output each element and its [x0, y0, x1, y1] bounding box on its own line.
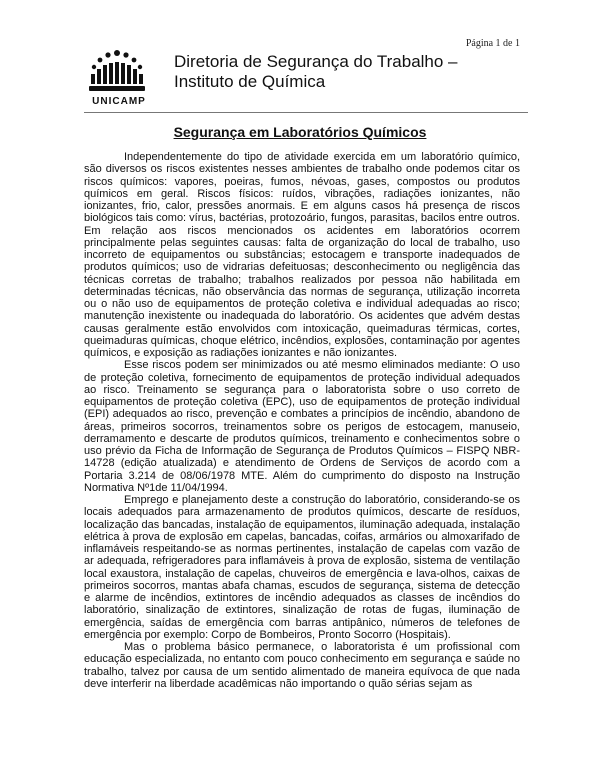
page-number: Página 1 de 1	[465, 38, 520, 49]
department-title-line-2: Instituto de Química	[174, 72, 326, 91]
unicamp-logo-icon	[86, 44, 150, 96]
paragraph-2: Esse riscos podem ser minimizados ou até mesmo eliminados mediante: O uso de proteção coletiva, fornecimento de equipamentos de proteção individual adequados ao risco. Treinamento se segurança para o laboratorista sobre o uso correto de equipamentos de proteção coletiva (EPC), uso de equipamentos de proteção individual (EPI) adequados ao risco, prevenção e combates a princípios de incêndio, abandono de áreas, primeiros socorros, treinamentos sobre os perigos de estocagem, manuseio, derramamento e descarte de produtos químicos, treinamento e conhecimentos sobre o uso prévio da Ficha de Informação de Segurança de Produtos Químicos – FISPQ NBR-14728 (edição atualizada) e atendimento de Ordens de Serviços de acordo com a Portaria 3.214 de 08/06/1978 MTE. Além do cumprimento do disposto na Instrução Normativa Nº1de 11/04/1994.	[84, 359, 520, 494]
paragraph-4: Mas o problema básico permanece, o laboratorista é um profissional com educação especializada, no entanto com pouco conhecimento em segurança e saúde no trabalho, talvez por causa de um sentido alimentado de maneira equívoca de que nada deve interferir na liberdade acadêmicas não importando o quão sérias sejam as	[84, 641, 520, 690]
document-body	[84, 151, 520, 690]
paragraph-1: Independentemente do tipo de atividade exercida em um laboratório químico, são diversos os riscos existentes nesses ambientes de trabalho onde podemos citar os riscos químicos: vapores, poeiras, fumos, névoas, gases, compostos ou produtos químicos em geral. Riscos físicos: ruídos, vibrações, radiações ionizantes, não ionizantes, frio, calor, pressões anormais. E em alguns casos há presença de riscos biológicos tais como: vírus, bactérias, protozoário, fungos, parasitas, bacilos entre outros. Em relação aos riscos mencionados os acidentes em laboratórios ocorrem principalmente pelas seguintes causas: falta de organização do local de trabalho, uso incorreto de equipamentos ou substâncias; estocagem e transporte inadequados de produtos químicos; uso de vidrarias defeituosas; desconhecimento ou negligência das técnicas corretas de trabalho; trabalhos realizados por pessoa não habilitada em determinadas técnicas, não observância das normas de segurança, utilização incorreta ou o não uso de equipamentos de proteção coletiva e individual adequadas ao risco; manutenção inexistente ou inadequada do laboratório. Os acidentes que advém destas causas geralmente estão envolvidos com intoxicação, queimaduras térmicas, cortes, queimaduras químicas, choque elétrico, incêndios, explosões, contaminação por agentes químicos, e exposição as radiações ionizantes e não ionizantes.	[84, 151, 520, 359]
unicamp-logo	[86, 44, 150, 108]
department-title	[174, 52, 458, 92]
document-header	[86, 44, 526, 114]
paragraph-3: Emprego e planejamento deste a construção do laboratório, considerando-se os locais adequados para armazenamento de produtos químicos, descarte de resíduos, localização das bancadas, instalação de equipamentos, iluminação adequada, instalação elétrica à prova de explosão em capelas, bancadas, coifas, armários ou almoxarifado de inflamáveis respeitando-se as normas pertinentes, instalação de capelas com vazão de ar adequada, refrigeradores para inflamáveis à prova de explosão, sistema de ventilação local exaustora, instalação de capelas, chuveiros de emergência e lava-olhos, caixas de primeiros socorros, mantas abafa chamas, escudos de segurança, sistema de detecção e alarme de incêndios, extintores de incêndio adequados as classes de incêndios do laboratório, sinalização de extintores, sinalização de rotas de fugas, iluminação de emergência, saídas de emergência com barras antipânico, números de telefones de emergência por exemplo: Corpo de Bombeiros, Pronto Socorro (Hospitais).	[84, 494, 520, 641]
department-title-line-1: Diretoria de Segurança do Trabalho –	[174, 52, 458, 71]
logo-text: UNICAMP	[92, 96, 146, 107]
document-title: Segurança em Laboratórios Químicos	[173, 124, 427, 140]
header-divider	[84, 112, 528, 113]
